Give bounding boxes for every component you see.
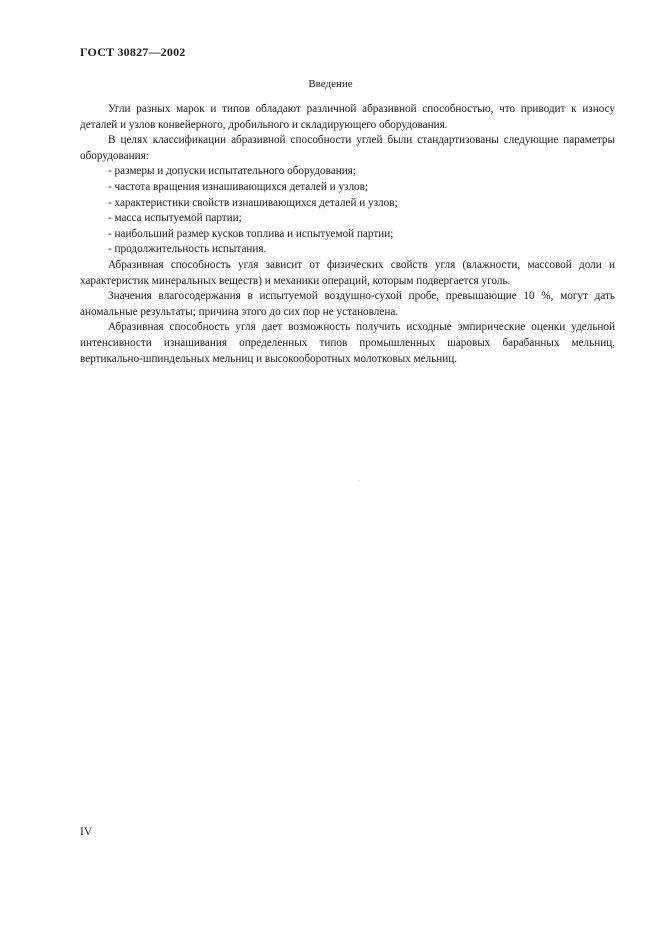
parameters-list xyxy=(80,164,615,258)
list-item: - характеристики свойств изнашивающихся деталей и узлов; xyxy=(108,196,398,209)
list-item: - продолжительность испытания. xyxy=(108,243,267,256)
list-item: - масса испытуемой партии; xyxy=(108,212,242,225)
document-body xyxy=(80,102,615,367)
scan-speck xyxy=(358,480,359,481)
section-title: Введение xyxy=(308,78,353,90)
list-item: - частота вращения изнашивающихся деталей и узлов; xyxy=(108,180,369,193)
page-number: IV xyxy=(80,826,93,838)
paragraph-estimates: Абразивная способность угля дает возможность получить исходные эмпирические оценки удельной интенсивности изнашивания определенных типов промышленных шаровых барабанных мельниц, вертикально-шпиндельных мельниц и высокооборотных молотковых мельниц. xyxy=(80,321,615,365)
paragraph-intro-2: В целях классификации абразивной способности углей были стандартизованы следующие параметры оборудования: xyxy=(80,134,615,162)
standard-header: ГОСТ 30827—2002 xyxy=(80,45,186,59)
paragraph-abrasiveness: Абразивная способность угля зависит от физических свойств угля (влажности, массовой доли и характеристик минеральных веществ) и механики операций, которым подвергается уголь. xyxy=(80,258,615,287)
list-item: - наибольший размер кусков топлива и испытуемой партии; xyxy=(108,227,394,240)
list-item: - размеры и допуски испытательного оборудования; xyxy=(108,165,356,178)
paragraph-moisture: Значения влагосодержания в испытуемой воздушно-сухой пробе, превышающие 10 %, могут дать аномальные результаты; причина этого до сих пор не установлена. xyxy=(80,290,615,318)
paragraph-intro-1: Угли разных марок и типов обладают различной абразивной способностью, что приводит к износу деталей и узлов конвейерного, дробильного и складирующего оборудования. xyxy=(80,103,615,131)
